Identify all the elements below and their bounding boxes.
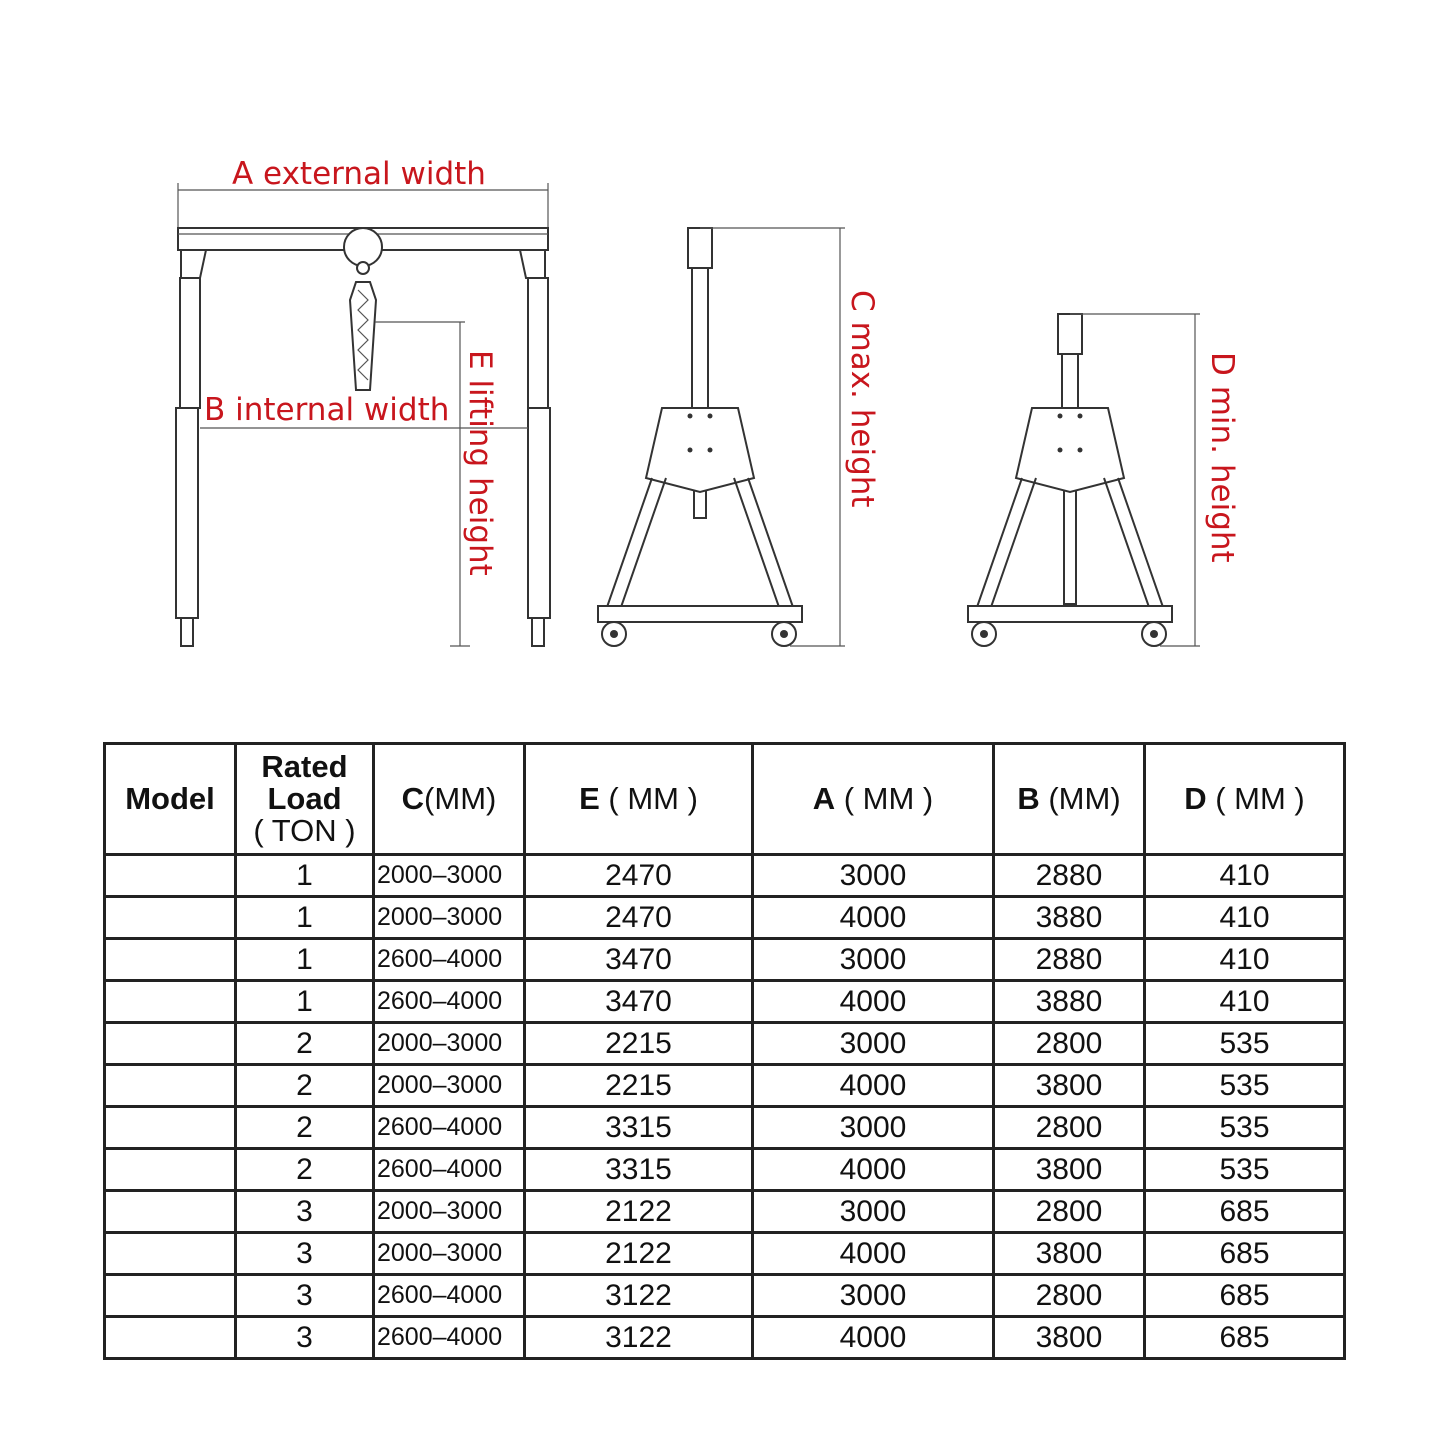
- cell-b: 2880: [994, 855, 1145, 897]
- cell-c: 2000–3000: [374, 1191, 525, 1233]
- right-leg-lower: [528, 408, 550, 618]
- cell-load: 1: [236, 939, 374, 981]
- cell-d: 410: [1145, 897, 1345, 939]
- cell-e: 2122: [525, 1233, 753, 1275]
- trolley: [344, 228, 382, 266]
- cell-b: 2800: [994, 1023, 1145, 1065]
- cell-load: 3: [236, 1191, 374, 1233]
- cell-d: 685: [1145, 1233, 1345, 1275]
- mast-head-plate-min: [1016, 408, 1124, 492]
- mast-extended: [692, 268, 708, 408]
- cell-a: 3000: [753, 1107, 994, 1149]
- left-leg-upper: [180, 278, 200, 408]
- cell-d: 535: [1145, 1065, 1345, 1107]
- cell-d: 685: [1145, 1317, 1345, 1359]
- table-row: [105, 1317, 1345, 1359]
- right-leg-upper: [528, 278, 548, 408]
- cell-model: [105, 939, 236, 981]
- label-d-min-height: D min. height: [1204, 352, 1240, 563]
- cell-c: 2600–4000: [374, 939, 525, 981]
- label-a-external-width: A external width: [232, 156, 486, 192]
- cell-c: 2600–4000: [374, 1317, 525, 1359]
- base-frame: [598, 606, 802, 622]
- mast-head-plate: [646, 408, 754, 492]
- cell-b: 3800: [994, 1317, 1145, 1359]
- cell-a: 4000: [753, 981, 994, 1023]
- cell-a: 4000: [753, 897, 994, 939]
- table-row: [105, 1065, 1345, 1107]
- cell-load: 3: [236, 1233, 374, 1275]
- cell-d: 410: [1145, 981, 1345, 1023]
- cell-c: 2000–3000: [374, 1233, 525, 1275]
- cell-a: 4000: [753, 1149, 994, 1191]
- cell-a: 3000: [753, 855, 994, 897]
- cell-load: 3: [236, 1275, 374, 1317]
- cell-b: 2880: [994, 939, 1145, 981]
- cell-a: 4000: [753, 1233, 994, 1275]
- header-model: Model: [105, 744, 236, 855]
- cell-c: 2600–4000: [374, 1275, 525, 1317]
- cell-d: 410: [1145, 855, 1345, 897]
- cell-a: 4000: [753, 1065, 994, 1107]
- cell-a: 4000: [753, 1317, 994, 1359]
- cell-d: 685: [1145, 1191, 1345, 1233]
- header-c: C(MM): [374, 744, 525, 855]
- header-e: E ( MM ): [525, 744, 753, 855]
- cell-e: 3470: [525, 939, 753, 981]
- cell-b: 3880: [994, 981, 1145, 1023]
- cell-model: [105, 981, 236, 1023]
- cell-a: 3000: [753, 1023, 994, 1065]
- cell-load: 1: [236, 855, 374, 897]
- cell-c: 2000–3000: [374, 1065, 525, 1107]
- cell-b: 3880: [994, 897, 1145, 939]
- cell-b: 2800: [994, 1107, 1145, 1149]
- cell-e: 2215: [525, 1065, 753, 1107]
- cell-a: 3000: [753, 1191, 994, 1233]
- header-rated-load: Rated Load ( TON ): [236, 744, 374, 855]
- table-row: [105, 897, 1345, 939]
- label-b-internal-width: B internal width: [204, 392, 450, 428]
- cell-b: 2800: [994, 1275, 1145, 1317]
- cell-c: 2600–4000: [374, 1149, 525, 1191]
- specification-table: [103, 742, 1346, 1360]
- cell-model: [105, 1023, 236, 1065]
- cell-load: 2: [236, 1065, 374, 1107]
- cell-load: 2: [236, 1107, 374, 1149]
- cell-model: [105, 1233, 236, 1275]
- cell-load: 2: [236, 1023, 374, 1065]
- cell-e: 2470: [525, 855, 753, 897]
- cell-b: 3800: [994, 1065, 1145, 1107]
- cell-d: 685: [1145, 1275, 1345, 1317]
- cell-c: 2000–3000: [374, 855, 525, 897]
- table-row: [105, 855, 1345, 897]
- cell-d: 535: [1145, 1107, 1345, 1149]
- cell-c: 2600–4000: [374, 981, 525, 1023]
- left-leg-lower: [176, 408, 198, 618]
- cell-e: 3122: [525, 1275, 753, 1317]
- cell-b: 3800: [994, 1149, 1145, 1191]
- cell-d: 535: [1145, 1023, 1345, 1065]
- cell-c: 2000–3000: [374, 1023, 525, 1065]
- base-frame-min: [968, 606, 1172, 622]
- mast-retracted: [1062, 354, 1078, 408]
- side-view-max: [598, 228, 880, 646]
- cell-model: [105, 897, 236, 939]
- table-row: [105, 1191, 1345, 1233]
- cell-d: 410: [1145, 939, 1345, 981]
- table-row: [105, 1023, 1345, 1065]
- cell-a: 3000: [753, 939, 994, 981]
- cell-load: 2: [236, 1149, 374, 1191]
- cell-model: [105, 1065, 236, 1107]
- table-row: [105, 1149, 1345, 1191]
- table-row: [105, 981, 1345, 1023]
- cell-model: [105, 1191, 236, 1233]
- label-e-lifting-height: E lifting height: [462, 350, 498, 576]
- cell-e: 3315: [525, 1149, 753, 1191]
- front-view: [176, 156, 550, 646]
- header-b: B (MM): [994, 744, 1145, 855]
- table-row: [105, 939, 1345, 981]
- cell-e: 2215: [525, 1023, 753, 1065]
- cell-e: 3122: [525, 1317, 753, 1359]
- table-row: [105, 1275, 1345, 1317]
- cell-e: 2122: [525, 1191, 753, 1233]
- cell-e: 3470: [525, 981, 753, 1023]
- table-header-row: [105, 744, 1345, 855]
- cell-a: 3000: [753, 1275, 994, 1317]
- cell-c: 2000–3000: [374, 897, 525, 939]
- cell-d: 535: [1145, 1149, 1345, 1191]
- table-row: [105, 1233, 1345, 1275]
- cell-b: 3800: [994, 1233, 1145, 1275]
- cell-b: 2800: [994, 1191, 1145, 1233]
- cell-model: [105, 1149, 236, 1191]
- cell-e: 3315: [525, 1107, 753, 1149]
- gantry-crane-diagram: [0, 0, 1445, 720]
- cell-load: 1: [236, 897, 374, 939]
- cell-load: 3: [236, 1317, 374, 1359]
- table-row: [105, 1107, 1345, 1149]
- cell-e: 2470: [525, 897, 753, 939]
- cell-c: 2600–4000: [374, 1107, 525, 1149]
- side-view-min: [968, 314, 1240, 646]
- label-c-max-height: C max. height: [844, 290, 880, 508]
- header-a: A ( MM ): [753, 744, 994, 855]
- cell-load: 1: [236, 981, 374, 1023]
- cell-model: [105, 855, 236, 897]
- cell-model: [105, 1275, 236, 1317]
- chain-hoist: [350, 282, 376, 390]
- cell-model: [105, 1107, 236, 1149]
- header-d: D ( MM ): [1145, 744, 1345, 855]
- cell-model: [105, 1317, 236, 1359]
